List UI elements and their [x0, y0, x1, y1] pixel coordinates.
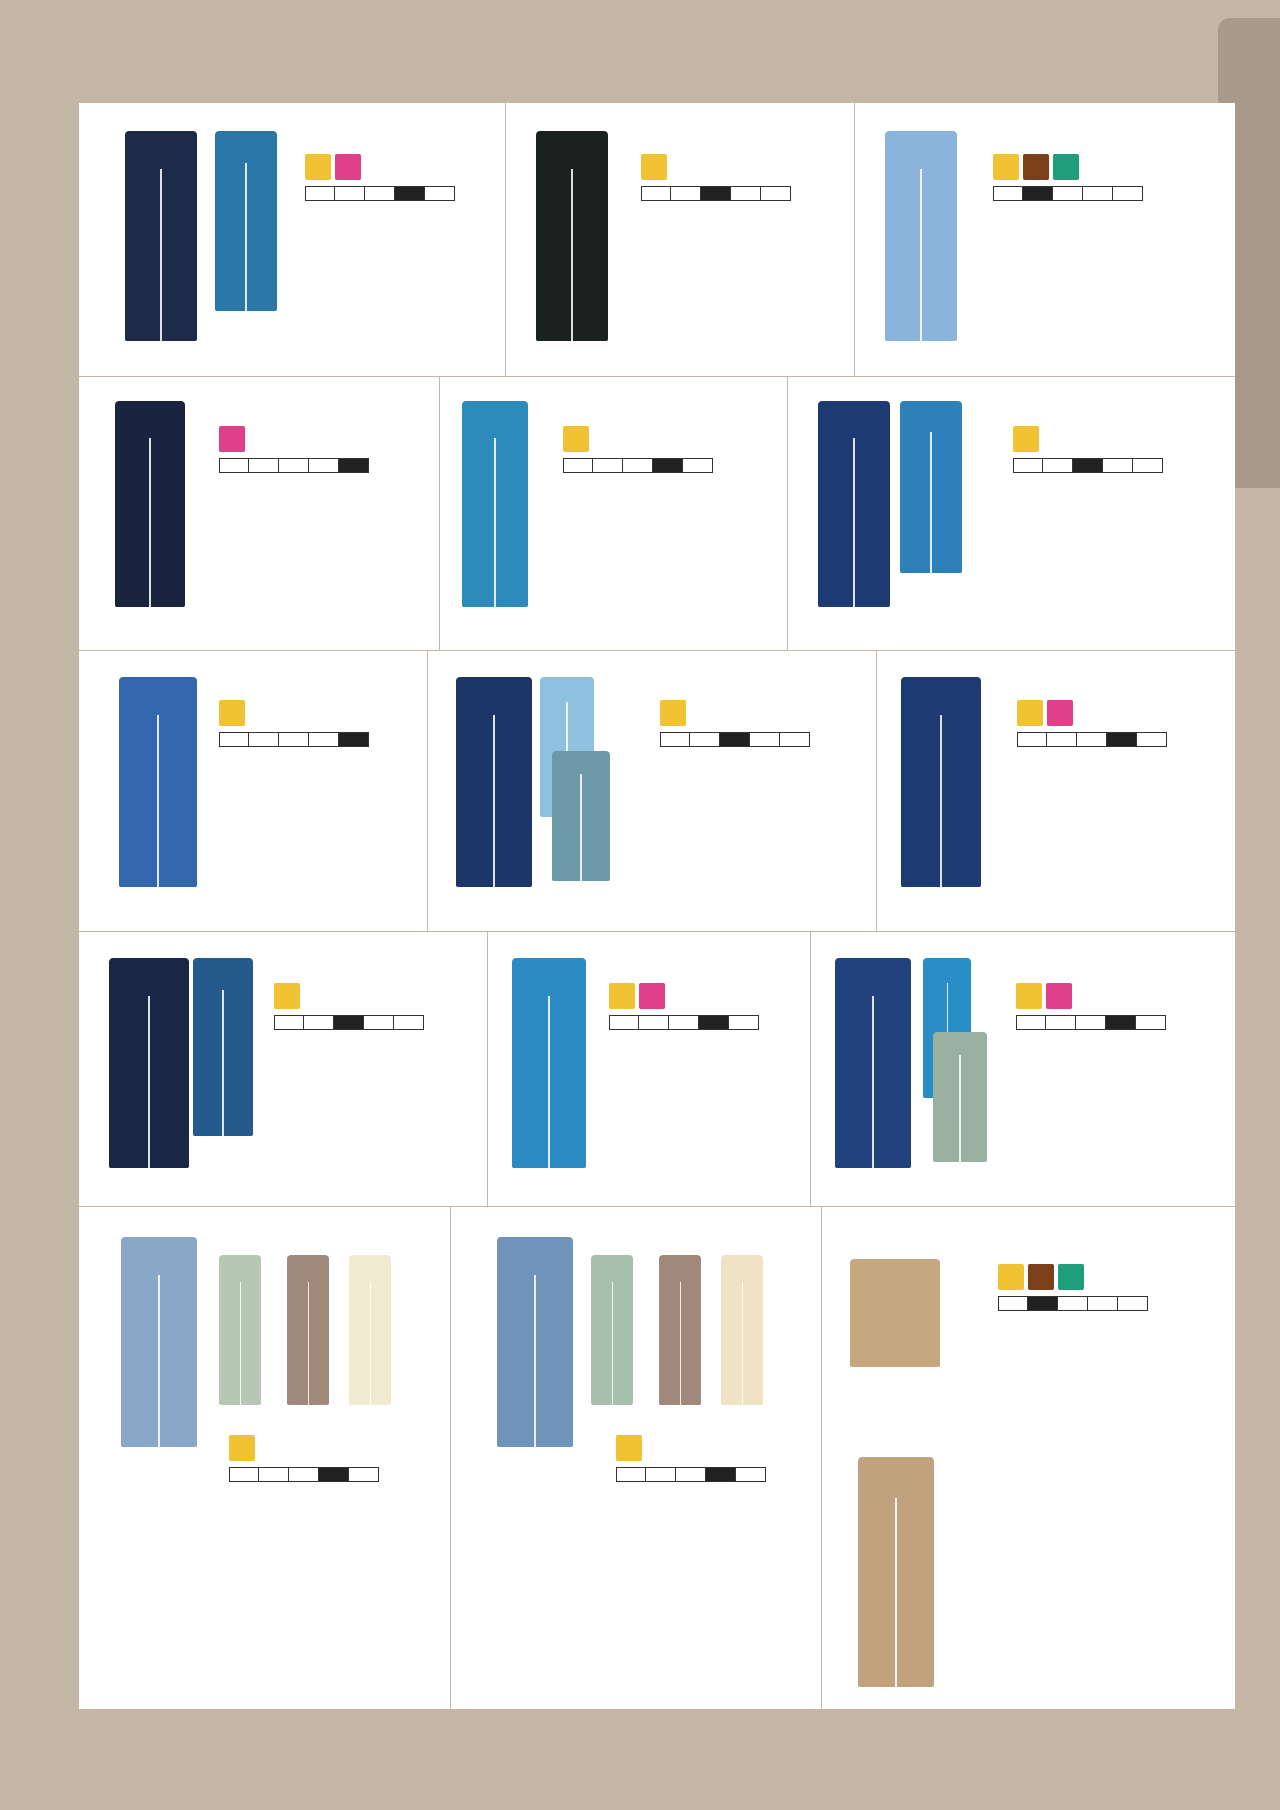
feature-badge: [641, 154, 667, 180]
product-grid: [79, 103, 1235, 1710]
product-info: [1013, 393, 1163, 478]
thickness-step: [720, 732, 750, 747]
thickness-scale: [1017, 732, 1167, 747]
thickness-step: [1073, 458, 1103, 473]
feature-badge: [1013, 426, 1039, 452]
product-photo: [901, 677, 981, 887]
thickness-step: [993, 186, 1023, 201]
product-photo: [219, 1255, 261, 1405]
thickness-step: [304, 1015, 334, 1030]
thickness-scale: [219, 732, 369, 747]
thickness-step: [761, 186, 791, 201]
product-info: [641, 121, 791, 206]
feature-badge: [563, 426, 589, 452]
feature-badges: [219, 700, 369, 726]
thickness-scale: [305, 186, 455, 201]
product-photo: [552, 751, 610, 881]
feature-badges: [641, 154, 791, 180]
thickness-step: [1077, 732, 1107, 747]
thickness-step: [683, 458, 713, 473]
thickness-step: [699, 1015, 729, 1030]
product-info: [229, 1402, 379, 1487]
feature-badges: [274, 983, 424, 1009]
thickness-step: [1023, 186, 1053, 201]
product-photo: [512, 958, 586, 1168]
product-heading: [1016, 950, 1166, 984]
product-card[interactable]: [822, 1207, 1235, 1710]
thickness-scale: [660, 732, 810, 747]
feature-badges: [1017, 700, 1167, 726]
feature-badge: [1058, 1264, 1084, 1290]
product-card[interactable]: [788, 377, 1235, 651]
thickness-step: [998, 1296, 1028, 1311]
thickness-step: [641, 186, 671, 201]
thickness-step: [1028, 1296, 1058, 1311]
product-card[interactable]: [488, 932, 811, 1207]
product-photo: [659, 1255, 701, 1405]
product-heading: [641, 121, 791, 155]
thickness-step: [639, 1015, 669, 1030]
thickness-step: [676, 1467, 706, 1482]
feature-badge: [1023, 154, 1049, 180]
thickness-step: [364, 1015, 394, 1030]
thickness-step: [305, 186, 335, 201]
feature-badge: [609, 983, 635, 1009]
thickness-step: [750, 732, 780, 747]
product-info: [1016, 950, 1166, 1035]
product-card[interactable]: [79, 932, 488, 1207]
product-heading: [229, 1402, 379, 1436]
product-card[interactable]: [440, 377, 788, 651]
thickness-step: [274, 1015, 304, 1030]
feature-badges: [1013, 426, 1163, 452]
product-heading: [1013, 393, 1163, 427]
product-photo: [456, 677, 532, 887]
thickness-step: [736, 1467, 766, 1482]
product-photo: [462, 401, 528, 607]
thickness-step: [349, 1467, 379, 1482]
product-photo: [721, 1255, 763, 1405]
product-heading: [1017, 667, 1167, 701]
product-card[interactable]: [877, 651, 1235, 932]
thickness-step: [690, 732, 720, 747]
product-photo: [121, 1237, 197, 1447]
thickness-step: [1136, 1015, 1166, 1030]
product-card[interactable]: [79, 1207, 451, 1710]
product-card[interactable]: [451, 1207, 822, 1710]
product-card[interactable]: [506, 103, 855, 377]
feature-badges: [616, 1435, 766, 1461]
product-photo: [900, 401, 962, 573]
thickness-step: [1137, 732, 1167, 747]
product-info: [219, 667, 369, 752]
thickness-step: [1017, 732, 1047, 747]
thickness-step: [1133, 458, 1163, 473]
thickness-step: [249, 732, 279, 747]
thickness-step: [334, 1015, 364, 1030]
thickness-step: [279, 732, 309, 747]
product-photo: [818, 401, 890, 607]
thickness-step: [780, 732, 810, 747]
thickness-step: [425, 186, 455, 201]
feature-badges: [993, 154, 1143, 180]
feature-badge: [274, 983, 300, 1009]
thickness-step: [309, 732, 339, 747]
product-heading: [660, 667, 810, 701]
thickness-step: [259, 1467, 289, 1482]
thickness-step: [609, 1015, 639, 1030]
thickness-scale: [993, 186, 1143, 201]
product-info: [274, 950, 424, 1035]
product-heading: [609, 950, 759, 984]
product-heading: [274, 950, 424, 984]
thickness-scale: [229, 1467, 379, 1482]
thickness-scale: [998, 1296, 1148, 1311]
thickness-step: [1076, 1015, 1106, 1030]
product-card[interactable]: [855, 103, 1235, 377]
thickness-step: [319, 1467, 349, 1482]
product-photo: [115, 401, 185, 607]
thickness-step: [731, 186, 761, 201]
product-photo: [125, 131, 197, 341]
feature-badge: [335, 154, 361, 180]
thickness-step: [616, 1467, 646, 1482]
thickness-step: [729, 1015, 759, 1030]
thickness-step: [660, 732, 690, 747]
product-info: [563, 393, 713, 478]
thickness-scale: [641, 186, 791, 201]
thickness-step: [563, 458, 593, 473]
thickness-step: [623, 458, 653, 473]
product-card[interactable]: [79, 377, 440, 651]
product-photo: [591, 1255, 633, 1405]
feature-badge: [305, 154, 331, 180]
product-heading: [219, 667, 369, 701]
thickness-step: [1047, 732, 1077, 747]
product-heading: [616, 1402, 766, 1436]
thickness-step: [394, 1015, 424, 1030]
thickness-scale: [1013, 458, 1163, 473]
thickness-step: [701, 186, 731, 201]
product-photo: [885, 131, 957, 341]
product-card[interactable]: [79, 651, 428, 932]
thickness-step: [1053, 186, 1083, 201]
product-photo: [858, 1457, 934, 1687]
thickness-scale: [1016, 1015, 1166, 1030]
product-info: [1017, 667, 1167, 752]
product-card[interactable]: [79, 103, 506, 377]
thickness-step: [1058, 1296, 1088, 1311]
thickness-step: [395, 186, 425, 201]
product-photo: [497, 1237, 573, 1447]
thickness-step: [289, 1467, 319, 1482]
product-info: [609, 950, 759, 1035]
feature-badge: [1046, 983, 1072, 1009]
thickness-step: [249, 458, 279, 473]
feature-badges: [219, 426, 369, 452]
feature-badge: [1047, 700, 1073, 726]
product-photo: [835, 958, 911, 1168]
thickness-step: [335, 186, 365, 201]
feature-badge: [229, 1435, 255, 1461]
feature-badge: [219, 700, 245, 726]
product-card[interactable]: [811, 932, 1235, 1207]
product-info: [993, 121, 1143, 206]
thickness-step: [1103, 458, 1133, 473]
feature-badge: [660, 700, 686, 726]
thickness-step: [671, 186, 701, 201]
product-photo: [215, 131, 277, 311]
product-card[interactable]: [428, 651, 877, 932]
product-photo: [193, 958, 253, 1136]
feature-badges: [305, 154, 455, 180]
feature-badges: [229, 1435, 379, 1461]
thickness-step: [219, 732, 249, 747]
product-photo: [933, 1032, 987, 1162]
thickness-step: [219, 458, 249, 473]
thickness-step: [1013, 458, 1043, 473]
feature-badge: [1028, 1264, 1054, 1290]
feature-badge: [993, 154, 1019, 180]
product-info: [219, 393, 369, 478]
feature-badge: [616, 1435, 642, 1461]
product-photo: [287, 1255, 329, 1405]
feature-badges: [609, 983, 759, 1009]
thickness-scale: [616, 1467, 766, 1482]
thickness-step: [1043, 458, 1073, 473]
thickness-step: [1107, 732, 1137, 747]
thickness-step: [229, 1467, 259, 1482]
thickness-step: [1046, 1015, 1076, 1030]
thickness-scale: [219, 458, 369, 473]
product-photo: [349, 1255, 391, 1405]
product-heading: [993, 121, 1143, 155]
thickness-step: [1106, 1015, 1136, 1030]
thickness-step: [653, 458, 683, 473]
thickness-step: [669, 1015, 699, 1030]
feature-badge: [219, 426, 245, 452]
feature-badge: [1016, 983, 1042, 1009]
product-info: [998, 1225, 1148, 1316]
product-heading: [998, 1225, 1148, 1259]
thickness-step: [706, 1467, 736, 1482]
product-info: [616, 1402, 766, 1487]
thickness-step: [339, 732, 369, 747]
feature-badges: [563, 426, 713, 452]
product-heading: [219, 393, 369, 427]
thickness-scale: [274, 1015, 424, 1030]
feature-badges: [660, 700, 810, 726]
thickness-step: [339, 458, 369, 473]
feature-badge: [639, 983, 665, 1009]
thickness-step: [646, 1467, 676, 1482]
feature-badges: [1016, 983, 1166, 1009]
product-heading: [305, 121, 455, 155]
thickness-step: [365, 186, 395, 201]
feature-badge: [1017, 700, 1043, 726]
product-photo: [536, 131, 608, 341]
thickness-step: [593, 458, 623, 473]
product-photo: [109, 958, 189, 1168]
thickness-step: [309, 458, 339, 473]
thickness-scale: [563, 458, 713, 473]
feature-badge: [998, 1264, 1024, 1290]
product-photo: [850, 1259, 940, 1367]
product-photo: [119, 677, 197, 887]
feature-badges: [998, 1264, 1148, 1290]
product-info: [305, 121, 455, 206]
thickness-step: [1088, 1296, 1118, 1311]
thickness-step: [1118, 1296, 1148, 1311]
product-heading: [563, 393, 713, 427]
thickness-step: [1016, 1015, 1046, 1030]
thickness-step: [1113, 186, 1143, 201]
product-info: [660, 667, 810, 752]
feature-badge: [1053, 154, 1079, 180]
thickness-scale: [609, 1015, 759, 1030]
thickness-step: [279, 458, 309, 473]
thickness-step: [1083, 186, 1113, 201]
